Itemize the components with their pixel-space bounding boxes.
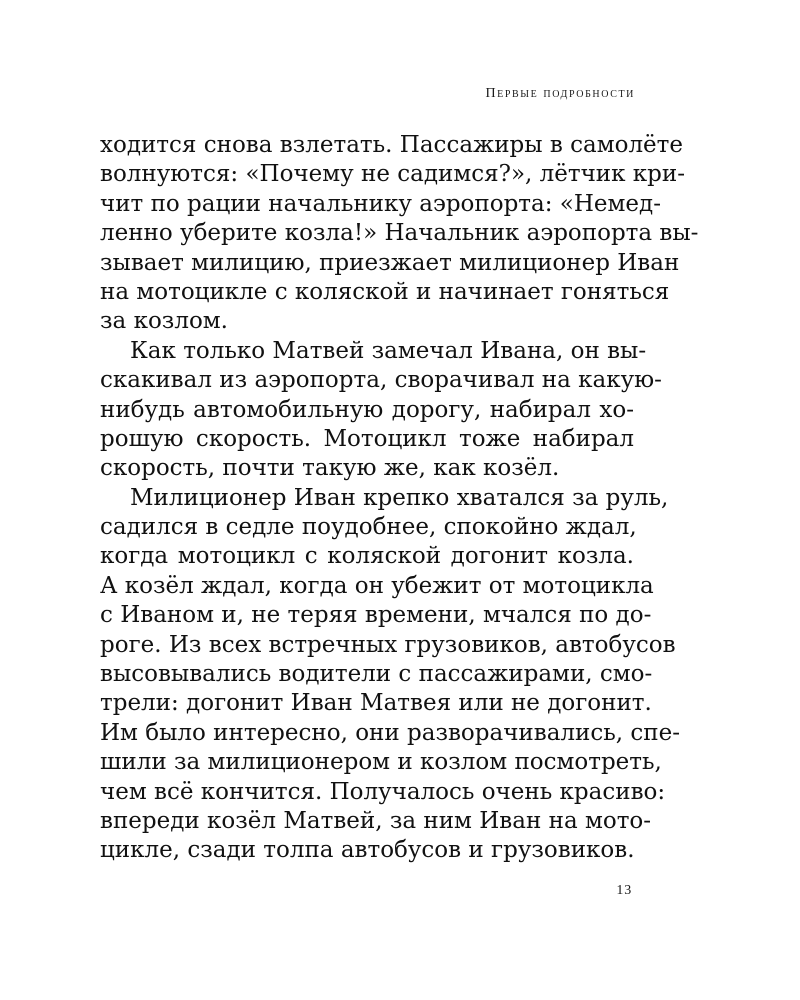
running-head: Первые подробности	[485, 86, 635, 101]
text-line: А козёл ждал, когда он убежит от мотоцикла	[100, 572, 654, 599]
text-line: нибудь автомобильную дорогу, набирал хо-	[100, 396, 634, 423]
text-line: чем всё кончится. Получалось очень красиво:	[100, 778, 666, 805]
paragraph	[100, 131, 699, 337]
text-line: за козлом.	[100, 308, 228, 335]
text-line: зывает милицию, приезжает милиционер Иван	[100, 249, 680, 276]
text-line: Им было интересно, они разворачивались, спе-	[100, 719, 680, 746]
text-line: Милиционер Иван крепко хватался за руль,	[130, 484, 669, 511]
text-line: роге. Из всех встречных грузовиков, автобусов	[100, 631, 676, 658]
text-line: ходится снова взлетать. Пассажиры в самолёте	[100, 132, 684, 158]
paragraph	[100, 337, 662, 484]
text-line: когда мотоцикл с коляской догонит козла.	[100, 543, 634, 570]
text-line: рошую скорость. Мотоцикл тоже набирал	[100, 425, 634, 452]
body-text	[100, 131, 699, 866]
text-line: волнуются: «Почему не садимся?», лётчик кри-	[100, 161, 686, 188]
text-line: ленно уберите козла!» Начальник аэропорта вы-	[100, 220, 699, 247]
text-line: садился в седле поудобнее, спокойно ждал,	[100, 514, 637, 541]
text-line: Как только Матвей замечал Ивана, он вы-	[130, 337, 647, 364]
text-line: скорость, почти такую же, как козёл.	[100, 455, 560, 482]
text-line: скакивал из аэропорта, сворачивал на какую-	[100, 367, 662, 394]
text-line: на мотоцикле с коляской и начинает гоняться	[100, 278, 670, 305]
paragraph	[100, 484, 680, 866]
text-line: впереди козёл Матвей, за ним Иван на мото-	[100, 807, 652, 834]
text-line: с Иваном и, не теряя времени, мчался по до-	[100, 602, 652, 629]
text-line: шили за милиционером и козлом посмотреть,	[100, 749, 662, 776]
text-line: высовывались водители с пассажирами, смо-	[100, 661, 653, 688]
text-line: трели: догонит Иван Матвея или не догонит.	[100, 690, 652, 717]
page-number: 13	[616, 883, 632, 898]
text-line: чит по рации начальнику аэропорта: «Немед-	[100, 190, 661, 217]
text-line: цикле, сзади толпа автобусов и грузовиков.	[100, 837, 635, 864]
